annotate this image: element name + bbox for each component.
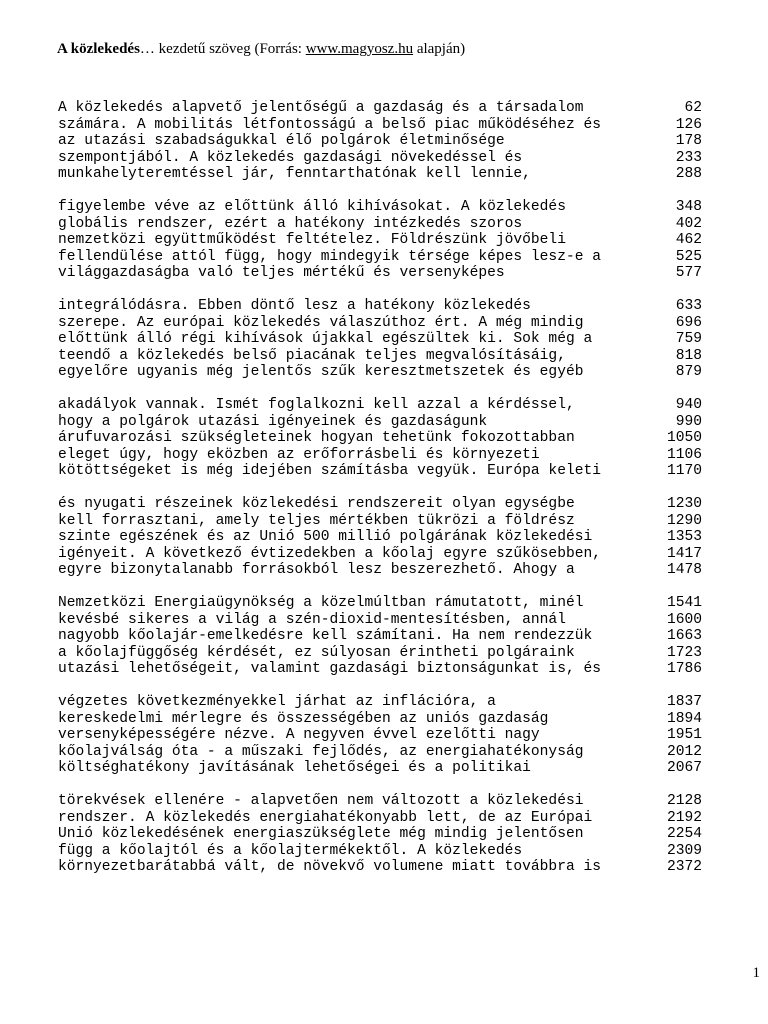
line-character-count: 1106 — [666, 446, 702, 463]
line-character-count: 1541 — [666, 595, 702, 611]
text-line — [58, 166, 702, 183]
text-line — [58, 661, 702, 678]
source-link[interactable]: www.magyosz.hu — [305, 41, 414, 57]
line-text: szempontjából. A közlekedés gazdasági növekedéssel és — [58, 149, 523, 166]
text-line — [58, 249, 702, 266]
line-text: kereskedelmi mérlegre és összességében az uniós gazdaság — [58, 710, 549, 727]
line-text: egyelőre ugyanis még jelentős szűk keresztmetszetek és egyéb — [58, 364, 584, 380]
text-line — [58, 331, 702, 348]
text-line — [58, 414, 702, 431]
line-character-count: 2067 — [666, 760, 702, 776]
line-character-count: 1478 — [666, 562, 702, 578]
text-line — [58, 100, 702, 117]
line-text: utazási lehetőségeit, valamint gazdasági biztonságunkat is, és — [58, 661, 601, 677]
line-character-count: 233 — [675, 149, 702, 166]
header-source-suffix: alapján) — [413, 41, 466, 57]
line-character-count: 1050 — [666, 430, 702, 446]
page-number: 1 — [752, 965, 760, 981]
line-text: kötöttségeket is még idejében számításba vegyük. Európa keleti — [58, 463, 601, 479]
line-text: akadályok vannak. Ismét foglalkozni kell azzal a kérdéssel, — [58, 397, 575, 413]
paragraph — [58, 397, 702, 480]
line-text: globális rendszer, ezért a hatékony intézkedés szoros — [58, 215, 523, 232]
line-character-count: 1786 — [666, 661, 702, 677]
line-character-count: 1951 — [666, 727, 702, 743]
line-character-count: 1417 — [666, 545, 702, 562]
paragraph — [58, 793, 702, 876]
paragraph — [58, 595, 702, 678]
line-text: a kőolajfüggőség kérdését, ez súlyosan érintheti polgáraink — [58, 644, 575, 661]
text-line — [58, 727, 702, 744]
text-line — [58, 826, 702, 843]
line-text: igényeit. A következő évtizedekben a kőolaj egyre szűkösebben, — [58, 545, 601, 562]
text-line — [58, 645, 702, 662]
line-text: versenyképességére nézve. A negyven évvel ezelőtti nagy — [58, 727, 540, 743]
line-text: integrálódásra. Ebben döntő lesz a hatékony közlekedés — [58, 298, 531, 314]
text-line — [58, 810, 702, 827]
line-text: végzetes következményekkel járhat az inflációra, a — [58, 694, 496, 710]
line-character-count: 2254 — [666, 826, 702, 842]
line-text: figyelembe véve az előttünk álló kihívásokat. A közlekedés — [58, 199, 566, 215]
line-text: rendszer. A közlekedés energiahatékonyabb lett, de az Európai — [58, 809, 593, 826]
line-text: Unió közlekedésének energiaszükséglete még mindig jelentősen — [58, 826, 584, 842]
text-line — [58, 859, 702, 876]
text-line — [58, 793, 702, 810]
line-text: és nyugati részeinek közlekedési rendszereit olyan egységbe — [58, 496, 575, 512]
line-text: törekvések ellenére - alapvetően nem változott a közlekedési — [58, 793, 584, 809]
line-text: fellendülése attól függ, hogy mindegyik térsége képes lesz-e a — [58, 248, 601, 265]
paragraph — [58, 496, 702, 579]
text-line — [58, 364, 702, 381]
line-text: nagyobb kőolajár-emelkedésre kell számítani. Ha nem rendezzük — [58, 628, 593, 644]
line-character-count: 940 — [675, 397, 702, 413]
text-line — [58, 150, 702, 167]
line-character-count: 1290 — [666, 512, 702, 529]
line-character-count: 1230 — [666, 496, 702, 512]
text-line — [58, 496, 702, 513]
line-character-count: 696 — [675, 314, 702, 331]
paragraph — [58, 199, 702, 282]
text-line — [58, 315, 702, 332]
text-line — [58, 232, 702, 249]
line-character-count: 2192 — [666, 809, 702, 826]
text-line — [58, 199, 702, 216]
text-line — [58, 463, 702, 480]
line-character-count: 1663 — [666, 628, 702, 644]
text-line — [58, 117, 702, 134]
line-text: A közlekedés alapvető jelentőségű a gazdaság és a társadalom — [58, 100, 584, 116]
text-line — [58, 694, 702, 711]
line-character-count: 2309 — [666, 842, 702, 859]
line-text: függ a kőolajtól és a kőolajtermékektől. A közlekedés — [58, 842, 523, 859]
text-line — [58, 430, 702, 447]
text-line — [58, 546, 702, 563]
line-character-count: 402 — [675, 215, 702, 232]
line-character-count: 990 — [675, 413, 702, 430]
text-line — [58, 397, 702, 414]
document-header — [57, 41, 465, 58]
line-character-count: 2012 — [666, 743, 702, 760]
line-text: szinte egészének és az Unió 500 millió polgárának közlekedési — [58, 529, 593, 545]
line-character-count: 2128 — [666, 793, 702, 809]
text-line — [58, 529, 702, 546]
text-line — [58, 843, 702, 860]
line-text: nemzetközi együttműködést feltételez. Földrészünk jövőbeli — [58, 232, 566, 248]
document-body — [58, 100, 702, 892]
line-character-count: 126 — [675, 116, 702, 133]
line-character-count: 462 — [675, 232, 702, 248]
line-character-count: 62 — [684, 100, 702, 116]
text-line — [58, 595, 702, 612]
line-text: eleget úgy, hogy eközben az erőforrásbeli és környezeti — [58, 446, 540, 463]
text-line — [58, 562, 702, 579]
text-line — [58, 744, 702, 761]
text-line — [58, 447, 702, 464]
text-line — [58, 711, 702, 728]
line-character-count: 633 — [675, 298, 702, 314]
line-text: hogy a polgárok utazási igényeinek és gazdaságunk — [58, 413, 488, 430]
line-character-count: 818 — [675, 347, 702, 364]
text-line — [58, 133, 702, 150]
line-text: számára. A mobilitás létfontosságú a belső piac működéséhez és — [58, 116, 601, 133]
line-text: kevésbé sikeres a világ a szén-dioxid-mentesítésben, annál — [58, 611, 566, 628]
line-character-count: 288 — [675, 166, 702, 182]
header-title: A közlekedés — [57, 41, 140, 57]
line-text: árufuvarozási szükségleteinek hogyan tehetünk fokozottabban — [58, 430, 575, 446]
line-text: világgazdaságba való teljes mértékű és versenyképes — [58, 265, 505, 281]
line-text: előttünk álló régi kihívások újakkal egészültek ki. Sok még a — [58, 331, 593, 347]
line-character-count: 1723 — [666, 644, 702, 661]
line-character-count: 1353 — [666, 529, 702, 545]
line-text: teendő a közlekedés belső piacának teljes megvalósításáig, — [58, 347, 566, 364]
text-line — [58, 216, 702, 233]
line-text: környezetbarátabbá vált, de növekvő volumene miatt továbbra is — [58, 859, 601, 875]
text-line — [58, 760, 702, 777]
line-character-count: 879 — [675, 364, 702, 380]
line-text: kőolajválság óta - a műszaki fejlődés, az energiahatékonyság — [58, 743, 584, 760]
line-text: kell forrasztani, amely teljes mértékben tükrözi a földrész — [58, 512, 575, 529]
line-character-count: 1600 — [666, 611, 702, 628]
text-line — [58, 265, 702, 282]
line-character-count: 348 — [675, 199, 702, 215]
header-source-prefix: … kezdetű szöveg (Forrás: — [139, 41, 306, 57]
line-character-count: 1894 — [666, 710, 702, 727]
paragraph — [58, 298, 702, 381]
text-line — [58, 628, 702, 645]
line-text: szerepe. Az európai közlekedés válaszúthoz ért. A még mindig — [58, 314, 584, 331]
line-character-count: 759 — [675, 331, 702, 347]
text-line — [58, 298, 702, 315]
text-line — [58, 513, 702, 530]
line-character-count: 178 — [675, 133, 702, 149]
line-text: egyre bizonytalanabb forrásokból lesz beszerezhető. Ahogy a — [58, 562, 575, 578]
paragraph — [58, 100, 702, 183]
line-character-count: 577 — [675, 265, 702, 281]
text-line — [58, 612, 702, 629]
text-line — [58, 348, 702, 365]
line-text: Nemzetközi Energiaügynökség a közelmúltban rámutatott, minél — [58, 595, 584, 611]
line-character-count: 1170 — [666, 463, 702, 479]
line-character-count: 525 — [675, 248, 702, 265]
line-text: költséghatékony javításának lehetőségei és a politikai — [58, 760, 531, 776]
line-character-count: 1837 — [666, 694, 702, 710]
line-text: az utazási szabadságukkal élő polgárok életminősége — [58, 133, 505, 149]
paragraph — [58, 694, 702, 777]
line-text: munkahelyteremtéssel jár, fenntarthatónak kell lennie, — [58, 166, 531, 182]
line-character-count: 2372 — [666, 859, 702, 875]
